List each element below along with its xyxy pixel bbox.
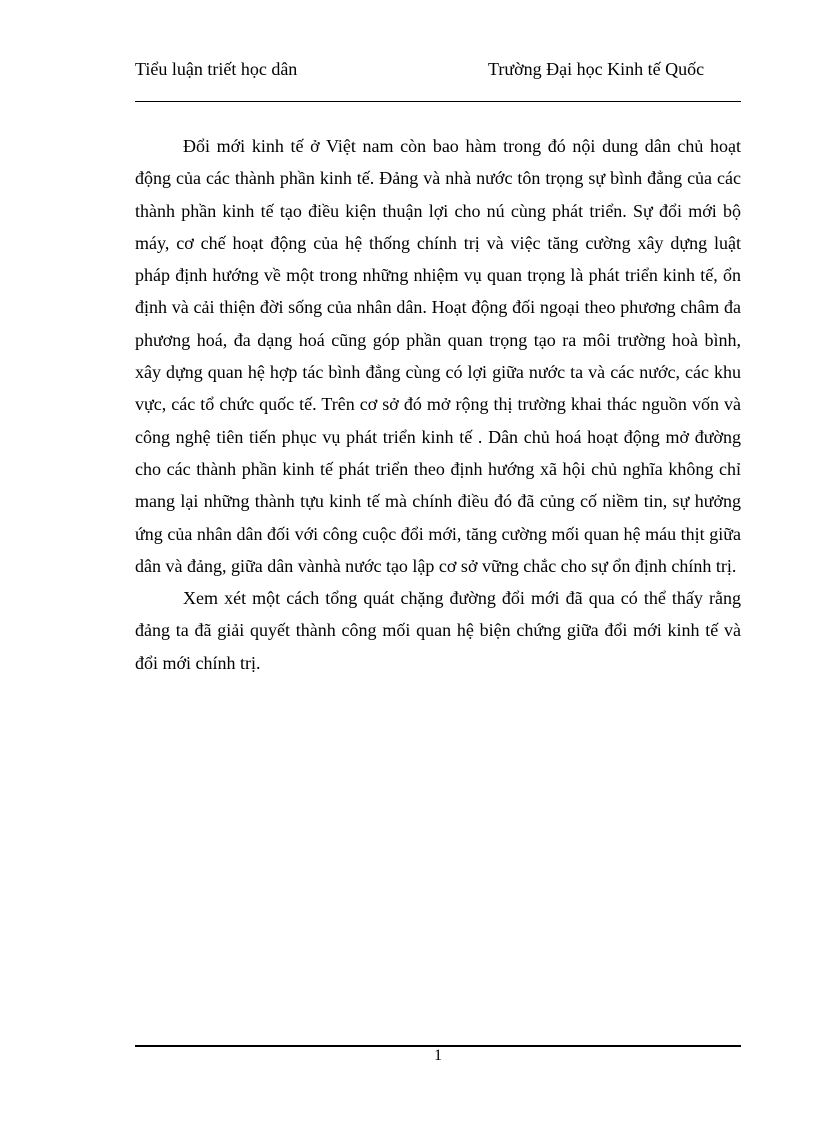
document-body <box>135 130 741 679</box>
header-left-title: Tiểu luận triết học dân <box>135 59 298 79</box>
body-paragraph-2: Xem xét một cách tổng quát chặng đường đổi mới đã qua có thể thấy rằng đảng ta đã giải quyết thành công mối quan hệ biện chứng giữa đổi mới kinh tế và đổi mới chính trị. <box>135 588 741 673</box>
header-divider <box>135 101 741 102</box>
page-number: 1 <box>434 1047 442 1064</box>
header-right-title: Trường Đại học Kinh tế Quốc <box>488 59 705 79</box>
body-paragraph-1: Đổi mới kinh tế ở Việt nam còn bao hàm trong đó nội dung dân chủ hoạt động của các thành phần kinh tế. Đảng và nhà nước tôn trọng sự bình đẳng của các thành phần kinh tế tạo điều kiện thuận lợi cho nú cùng phát triển. Sự đổi mới bộ máy, cơ chế hoạt động của hệ thống chính trị và việc tăng cường xây dựng luật pháp định hướng về một trong những nhiệm vụ quan trọng là phát triển kinh tế, ổn định và cải thiện đời sống của nhân dân. Hoạt động đối ngoại theo phương châm đa phương hoá, đa dạng hoá cũng góp phần quan trọng tạo ra môi trường hoà bình, xây dựng quan hệ hợp tác bình đẳng cùng có lợi giữa nước ta và các nước, các khu vực, các tổ chức quốc tế. Trên cơ sở đó mở rộng thị trường khai thác nguồn vốn và công nghệ tiên tiến phục vụ phát triển kinh tế . Dân chủ hoá hoạt động mở đường cho các thành phần kinh tế phát triển theo định hướng xã hội chủ nghĩa không chỉ mang lại những thành tựu kinh tế mà chính điều đó đã củng cố niềm tin, sự hưởng ứng của nhân dân đối với công cuộc đổi mới, tăng cường mối quan hệ máu thịt giữa dân và đảng, giữa dân vànhà nước tạo lập cơ sở vững chắc cho sự ổn định chính trị. <box>135 136 741 576</box>
